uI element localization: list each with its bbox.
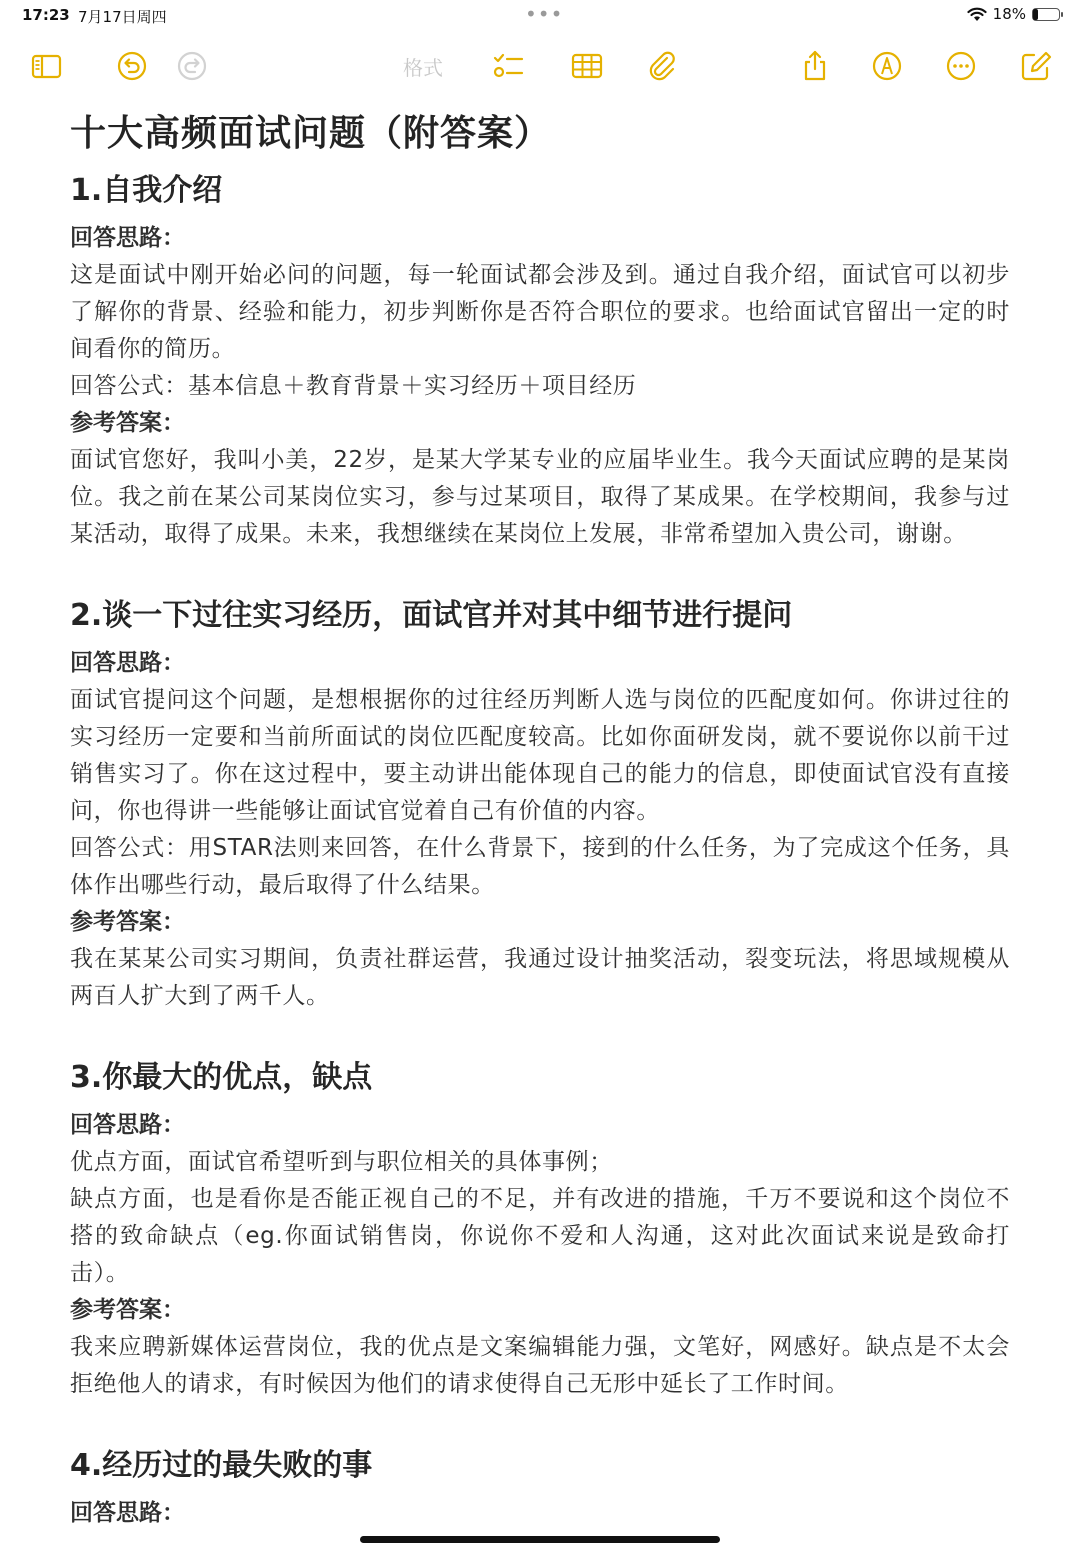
answer-label: 参考答案： [70,909,185,935]
section-self-intro [70,168,1010,553]
answer-label: 参考答案： [70,1297,185,1323]
note-body[interactable] [70,108,1010,1532]
answer-label: 参考答案： [70,410,185,436]
compose-button[interactable] [1016,46,1056,86]
thinking-label: 回答思路： [70,650,185,676]
section-heading: 3.你最大的优点，缺点 [70,1060,373,1095]
compose-icon [1019,49,1053,83]
status-indicators [967,5,1060,23]
formula-text: 回答公式：基本信息＋教育背景＋实习经历＋项目经历 [70,373,637,399]
share-icon [798,49,832,83]
weakness-text: 缺点方面，也是看你是否能正视自己的不足，并有改进的措施，千万不要说和这个岗位不搭的致命缺点（eg.你面试销售岗，你说你不爱和人沟通，这对此次面试来说是致命打击）。 [70,1186,1010,1286]
answer-text: 我来应聘新媒体运营岗位，我的优点是文案编辑能力强，文笔好，网感好。缺点是不太会拒绝他人的请求，有时候因为他们的请求使得自己无形中延长了工作时间。 [70,1334,1010,1397]
format-button[interactable]: 格式 [403,56,443,80]
answer-text: 我在某某公司实习期间，负责社群运营，我通过设计抽奖活动，裂变玩法，将思域规模从两百人扩大到了两千人。 [70,946,1010,1009]
section-heading: 4.经历过的最失败的事 [70,1448,373,1483]
section-biggest-failure [70,1443,1010,1532]
status-time: 17:23 [22,6,70,24]
share-button[interactable] [795,46,835,86]
battery-icon [1032,8,1060,21]
thinking-label: 回答思路： [70,1500,185,1526]
sidebar-icon [29,49,63,83]
checklist-icon [491,49,525,83]
section-internship [70,593,1010,1015]
thinking-text: 面试官提问这个问题，是想根据你的过往经历判断人选与岗位的匹配度如何。你讲过往的实习经历一定要和当前所面试的岗位匹配度较高。比如你面研发岗，就不要说你以前干过销售实习了。你在这过程中，要主动讲出能体现自己的能力的信息，即使面试官没有直接问，你也得讲一些能够让面试官觉着自己有价值的内容。 [70,687,1010,824]
status-date: 7月17日周四 [78,8,167,26]
battery-fill [1033,9,1038,20]
redo-button[interactable] [172,46,212,86]
section-heading: 1.自我介绍 [70,173,223,208]
section-heading: 2.谈一下过往实习经历，面试官并对其中细节进行提问 [70,598,793,633]
wifi-icon [967,7,987,22]
attachment-button[interactable] [643,46,683,86]
note-title: 十大高频面试问题（附答案） [70,113,552,154]
table-button[interactable] [567,46,607,86]
checklist-button[interactable] [488,46,528,86]
sidebar-toggle-button[interactable] [26,46,66,86]
formula-text: 回答公式：用STAR法则来回答，在什么背景下，接到的什么任务，为了完成这个任务，具体作出哪些行动，最后取得了什么结果。 [70,835,1010,898]
thinking-label: 回答思路： [70,1112,185,1138]
status-bar [0,0,1080,32]
table-icon [570,49,604,83]
redo-icon [175,49,209,83]
paperclip-icon [646,49,680,83]
thinking-text: 这是面试中刚开始必问的问题，每一轮面试都会涉及到。通过自我介绍，面试官可以初步了解你的背景、经验和能力，初步判断你是否符合职位的要求。也给面试官留出一定的时间看你的简历。 [70,262,1010,362]
ellipsis-icon [944,49,978,83]
thinking-text: 优点方面，面试官希望听到与职位相关的具体事例； [70,1149,613,1175]
multitasking-dots-icon[interactable]: ••• [525,2,564,26]
section-strengths-weaknesses [70,1055,1010,1403]
home-indicator[interactable] [360,1536,720,1543]
pen-markup-icon [870,49,904,83]
answer-text: 面试官您好，我叫小美，22岁，是某大学某专业的应届毕业生。我今天面试应聘的是某岗位。我之前在某公司某岗位实习，参与过某项目，取得了某成果。在学校期间，我参与过某活动，取得了成果。未来，我想继续在某岗位上发展，非常希望加入贵公司，谢谢。 [70,447,1010,547]
thinking-label: 回答思路： [70,225,185,251]
markup-button[interactable] [867,46,907,86]
undo-button[interactable] [112,46,152,86]
battery-percent: 18% [992,5,1026,23]
more-button[interactable] [941,46,981,86]
notes-toolbar [0,40,1080,92]
undo-icon [115,49,149,83]
